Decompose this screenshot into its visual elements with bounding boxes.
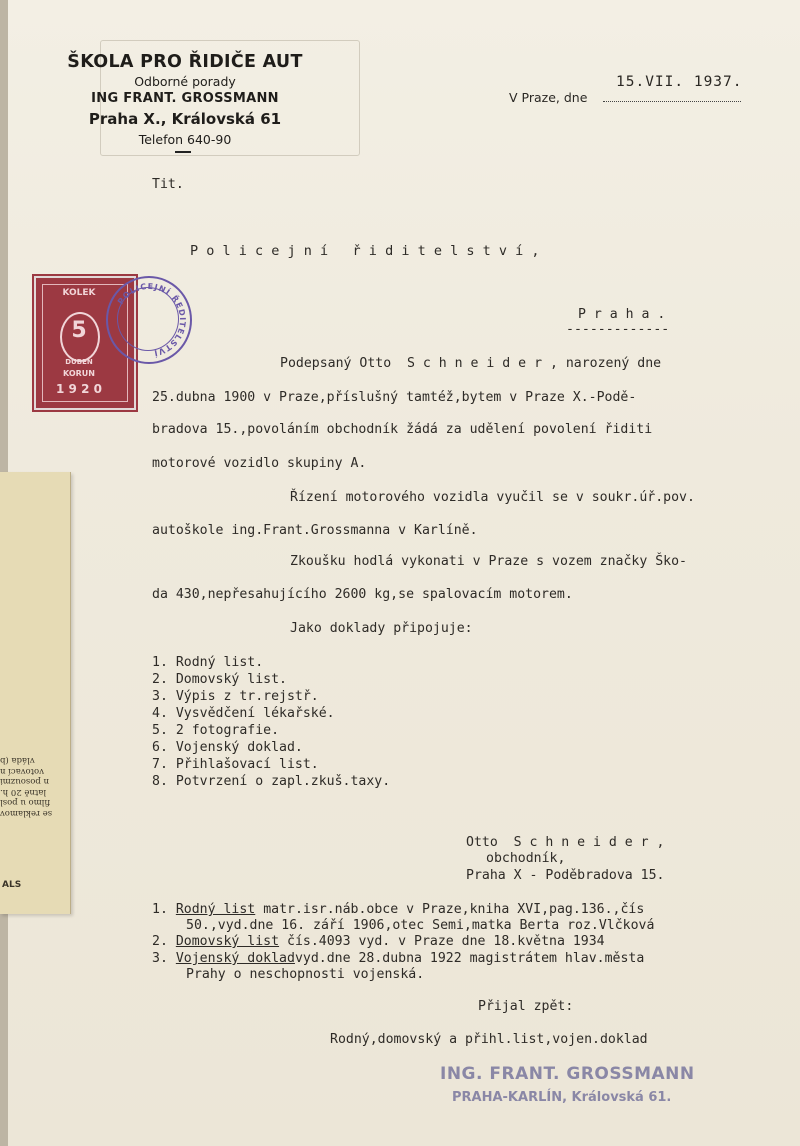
note-line-3: 3. Vojenský dokladvyd.dne 28.dubna 1922 magistrátem hlav.města — [152, 951, 645, 966]
note-line-1: 1. Rodný list matr.isr.náb.obce v Praze,kniha XVI,pag.136.,čís — [152, 902, 645, 917]
attachment-item: 6. Vojenský doklad. — [152, 740, 303, 755]
body-line-3: bradova 15.,povoláním obchodník žádá za udělení povolení řiditi — [152, 422, 653, 437]
stamp-currency: KORUN — [63, 369, 95, 378]
date-value: 15.VII. 1937. — [616, 74, 743, 90]
body-line-7: Zkoušku hodlá vykonati v Praze s vozem značky Ško- — [290, 554, 687, 569]
return-stamp-address: PRAHA-KARLÍN, Královská 61. — [452, 1090, 672, 1105]
return-stamp-name: ING. FRANT. GROSSMANN — [440, 1064, 695, 1084]
salutation: Tit. — [152, 177, 184, 192]
signature-name: Otto S c h n e i d e r , — [466, 835, 665, 850]
clipping-text: se reklamov filmo u posl latně 20 h. n posouzmi votovací n vláda (b — [0, 755, 53, 818]
body-line-4: motorové vozidlo skupiny A. — [152, 456, 367, 471]
body-line-2: 25.dubna 1900 v Praze,příslušný tamtéž,bytem v Praze X.-Podě- — [152, 390, 637, 405]
svg-text:POLICEJNÍ ŘEDITELSTVÍ — [116, 282, 187, 360]
letterhead-subtitle: Odborné porady — [134, 74, 236, 89]
letterhead-address: Praha X., Královská 61 — [88, 110, 282, 128]
attachment-item: 1. Rodný list. — [152, 655, 264, 670]
stamp-value: 5 — [71, 318, 87, 343]
body-line-5: Řízení motorového vozidla vyučil se v soukr.úř.pov. — [290, 490, 695, 505]
note-line-3-cont: Prahy o neschopnosti vojenská. — [186, 967, 425, 982]
attachment-item: 7. Přihlašovací list. — [152, 757, 319, 772]
stamp-year: 1 9 2 0 — [56, 382, 102, 396]
received-items: Rodný,domovský a přihl.list,vojen.doklad — [330, 1032, 648, 1047]
signature-occupation: obchodník, — [486, 851, 566, 866]
stamp-top-label: KOLEK — [62, 288, 96, 298]
newspaper-clipping — [0, 472, 71, 914]
attachment-item: 5. 2 fotografie. — [152, 723, 280, 738]
date-dotted-line — [603, 101, 741, 102]
attachment-item: 4. Vysvědčení lékařské. — [152, 706, 335, 721]
letterhead-phone: Telefon 640-90 — [138, 132, 232, 147]
seal-text-ring — [108, 278, 190, 362]
date-label: V Praze, dne — [509, 90, 588, 105]
letterhead-divider — [175, 151, 191, 153]
police-seal — [106, 276, 192, 364]
body-line-9: Jako doklady připojuje: — [290, 621, 473, 636]
attachment-item: 8. Potvrzení o zapl.zkuš.taxy. — [152, 774, 391, 789]
city-underline: ------------- — [566, 322, 670, 337]
clipping-footer: ALS — [2, 880, 22, 890]
stamp-mid-label: DUBEN — [65, 358, 93, 366]
recipient: P o l i c e j n í ř i d i t e l s t v í , — [190, 243, 540, 259]
letterhead-owner: ING FRANT. GROSSMANN — [91, 91, 279, 106]
attachment-item: 2. Domovský list. — [152, 672, 287, 687]
body-line-6: autoškole ing.Frant.Grossmanna v Karlíně. — [152, 523, 478, 538]
signature-address: Praha X - Poděbradova 15. — [466, 868, 665, 883]
body-line-8: da 430,nepřesahujícího 2600 kg,se spalovacím motorem. — [152, 587, 573, 602]
letterhead-school: ŠKOLA PRO ŘIDIČE AUT — [67, 52, 303, 72]
body-line-1: Podepsaný Otto S c h n e i d e r , narozený dne — [280, 356, 662, 371]
received-label: Přijal zpět: — [478, 999, 574, 1014]
note-line-2: 2. Domovský list čís.4093 vyd. v Praze dne 18.května 1934 — [152, 934, 605, 949]
seal-text: POLICEJNÍ ŘEDITELSTVÍ — [115, 281, 188, 358]
city: P r a h a . — [578, 307, 666, 322]
note-line-1-cont: 50.,vyd.dne 16. září 1906,otec Semi,matka Berta roz.Vlčková — [186, 918, 655, 933]
attachment-item: 3. Výpis z tr.rejstř. — [152, 689, 319, 704]
